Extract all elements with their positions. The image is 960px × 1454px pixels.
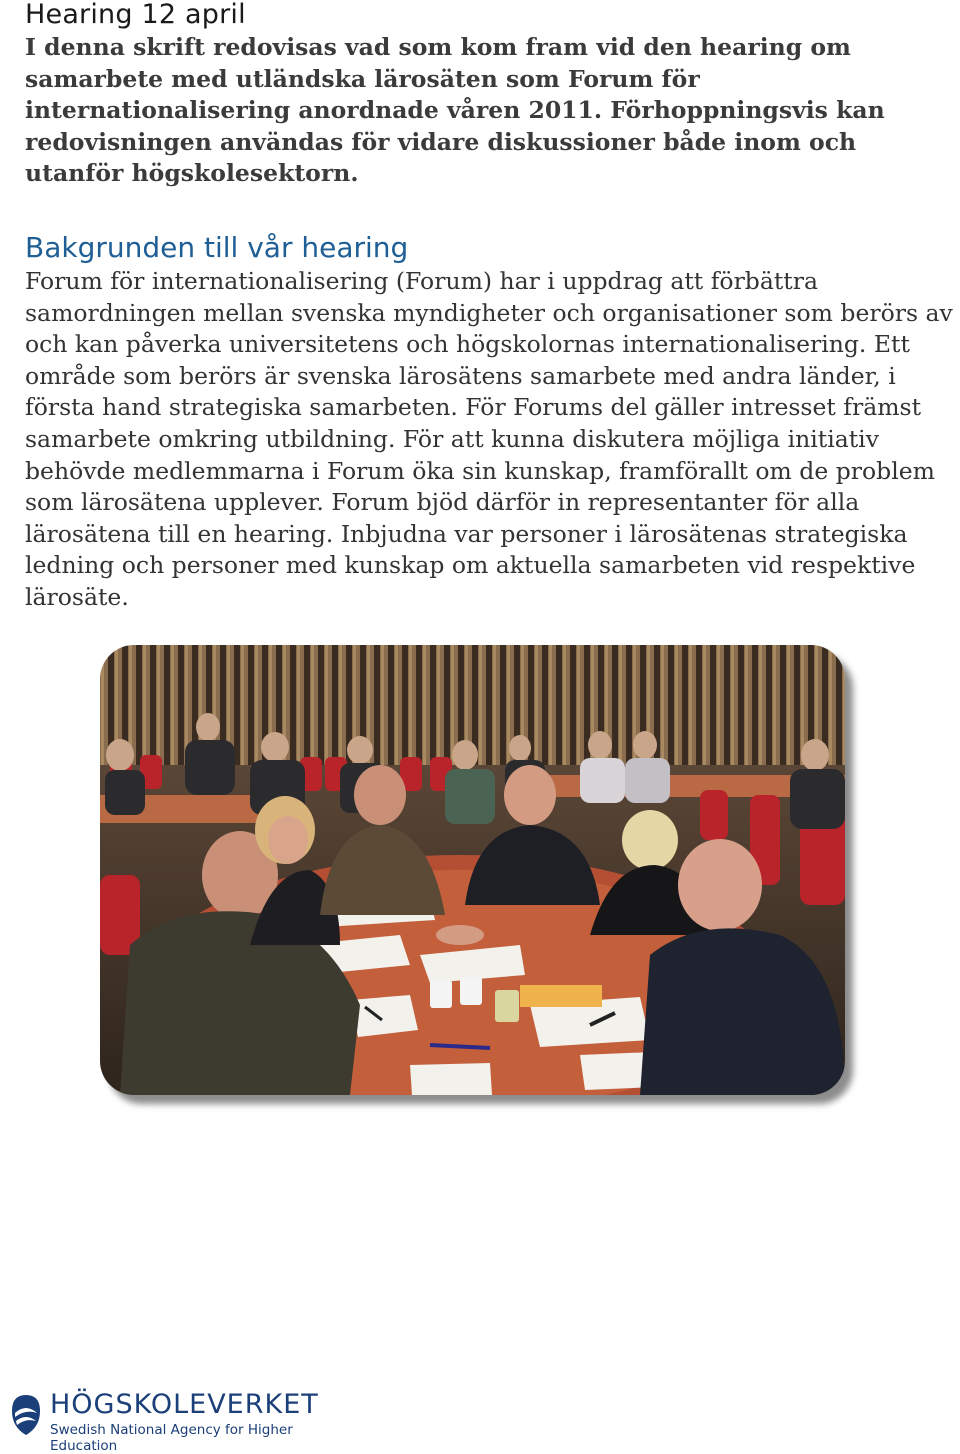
section-heading: Bakgrunden till vår hearing (25, 231, 409, 264)
page-heading: Hearing 12 april (25, 0, 246, 30)
logo-tagline: Swedish National Agency for Higher Education (50, 1422, 293, 1454)
logo-name: HÖGSKOLEVERKET (50, 1389, 319, 1420)
footer-logo (10, 1389, 340, 1454)
body-paragraph: Forum för internationalisering (Forum) har i uppdrag att förbättra samordningen mellan svenska myndigheter och organisationer som berörs av och kan påverka universitetens och högskolornas internationalisering. Ett område som berörs är svenska lärosätens samarbete med andra länder, i första hand strategiska samarbeten. För Forums del gäller intresset främst samarbete omkring utbildning. För att kunna diskutera möjliga initiativ behövde medlemmarna i Forum öka sin kunskap, framförallt om de problem som lärosätena upplever. Forum bjöd därför in representanter för alla lärosätena till en hearing. Inbjudna var personer i lärosätenas strategiska ledning och personer med kunskap om aktuella samarbeten vid respektive lärosäte. (25, 267, 953, 611)
intro-paragraph: I denna skrift redovisas vad som kom fram vid den hearing om samarbete med utländska lärosäten som Forum för internationalisering anordnade våren 2011. Förhoppningsvis kan redovisningen användas för vidare diskussioner både inom och utanför högskolesektorn. (25, 33, 885, 187)
hogskoleverket-logo-icon (10, 1393, 42, 1437)
meeting-photo (100, 645, 845, 1095)
